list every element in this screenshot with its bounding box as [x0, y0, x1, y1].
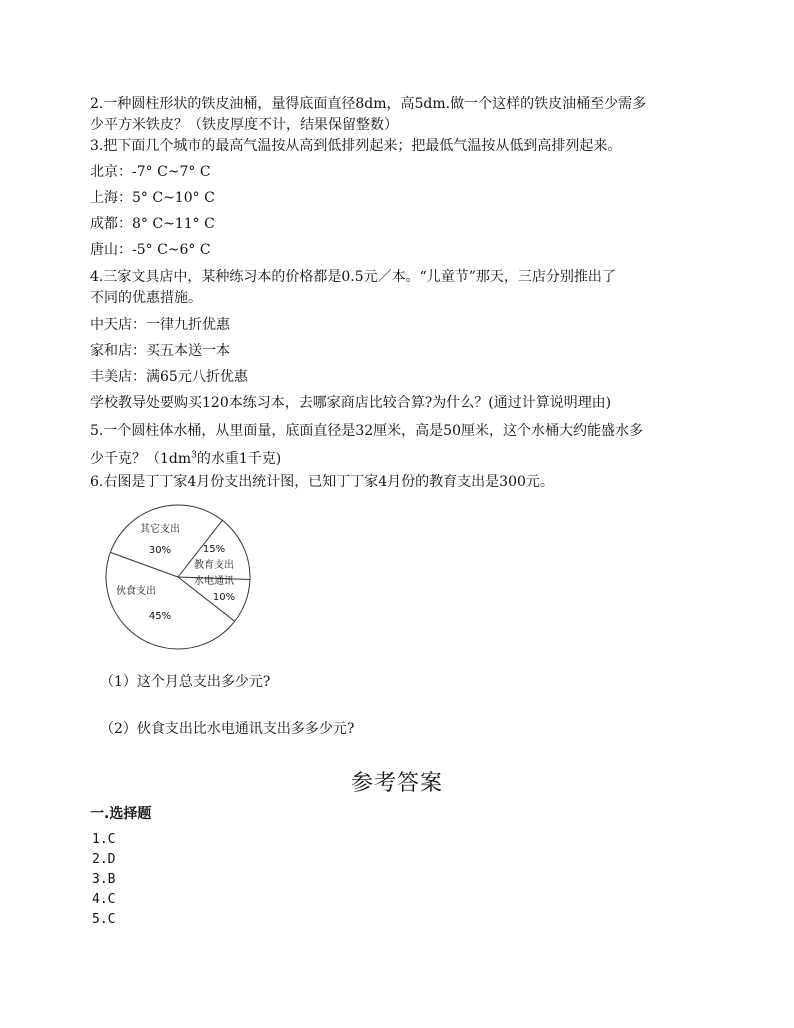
question-5-line-2	[90, 450, 281, 468]
pie-slice-label: 教育支出	[194, 560, 234, 571]
answer-item: 2.D	[92, 852, 116, 867]
city-tangshan: 唐山：-5° C~6° C	[90, 242, 211, 258]
answers-title: 参考答案	[350, 771, 443, 796]
store-jiahe: 家和店：买五本送一本	[90, 343, 230, 359]
question-6-sub-2: （2）伙食支出比水电通讯支出多多少元?	[100, 721, 355, 737]
q5-text-pre: 少千克？（1dm	[90, 451, 192, 467]
question-5-line-1: 5.一个圆柱体水桶，从里面量，底面直径是32厘米，高是50厘米，这个水桶大约能盛水多	[90, 423, 643, 439]
store-zhongtian: 中天店：一律九折优惠	[90, 317, 230, 333]
answer-item: 5.C	[92, 912, 116, 927]
pie-slice-label: 伙食支出	[116, 586, 156, 597]
answer-item: 3.B	[92, 872, 116, 887]
question-4-line-1: 4.三家文具店中，某种练习本的价格都是0.5元／本。“儿童节”那天，三店分别推出了	[90, 269, 616, 285]
store-fengmei: 丰美店：满65元八折优惠	[90, 369, 248, 385]
pie-slice-value: 10%	[212, 592, 236, 603]
answer-item: 4.C	[92, 892, 116, 907]
question-4-question: 学校教导处要购买120本练习本，去哪家商店比较合算?为什么？(通过计算说明理由)	[90, 395, 612, 411]
city-beijing: 北京：-7° C~7° C	[90, 164, 211, 180]
pie-chart	[98, 502, 258, 652]
question-2-line-2: 少平方米铁皮？（铁皮厚度不计，结果保留整数）	[90, 117, 398, 133]
question-6-sub-1: （1）这个月总支出多少元?	[100, 674, 271, 690]
city-shanghai: 上海：5° C~10° C	[90, 190, 215, 206]
city-chengdu: 成都：8° C~11° C	[90, 216, 215, 232]
question-2-line-1: 2.一种圆柱形状的铁皮油桶，量得底面直径8dm，高5dm.做一个这样的铁皮油桶至少需多	[90, 96, 647, 112]
answers-section: 一.选择题	[90, 806, 152, 822]
pie-slice-label: 其它支出	[140, 524, 180, 535]
pie-slice-value: 45%	[148, 611, 172, 622]
pie-slice-label: 水电通讯	[194, 576, 234, 587]
pie-slice-value: 15%	[202, 544, 226, 555]
question-6-line-1: 6.右图是丁丁家4月份支出统计图，已知丁丁家4月份的教育支出是300元。	[90, 474, 554, 490]
question-3-line-1: 3.把下面几个城市的最高气温按从高到低排列起来；把最低气温按从低到高排列起来。	[90, 138, 622, 154]
pie-slice-value: 30%	[148, 545, 172, 556]
q5-text-post: 的水重1千克)	[196, 451, 282, 467]
q5-superscript: 3	[191, 450, 197, 461]
question-4-line-2: 不同的优惠措施。	[90, 290, 202, 306]
answer-item: 1.C	[92, 832, 116, 847]
